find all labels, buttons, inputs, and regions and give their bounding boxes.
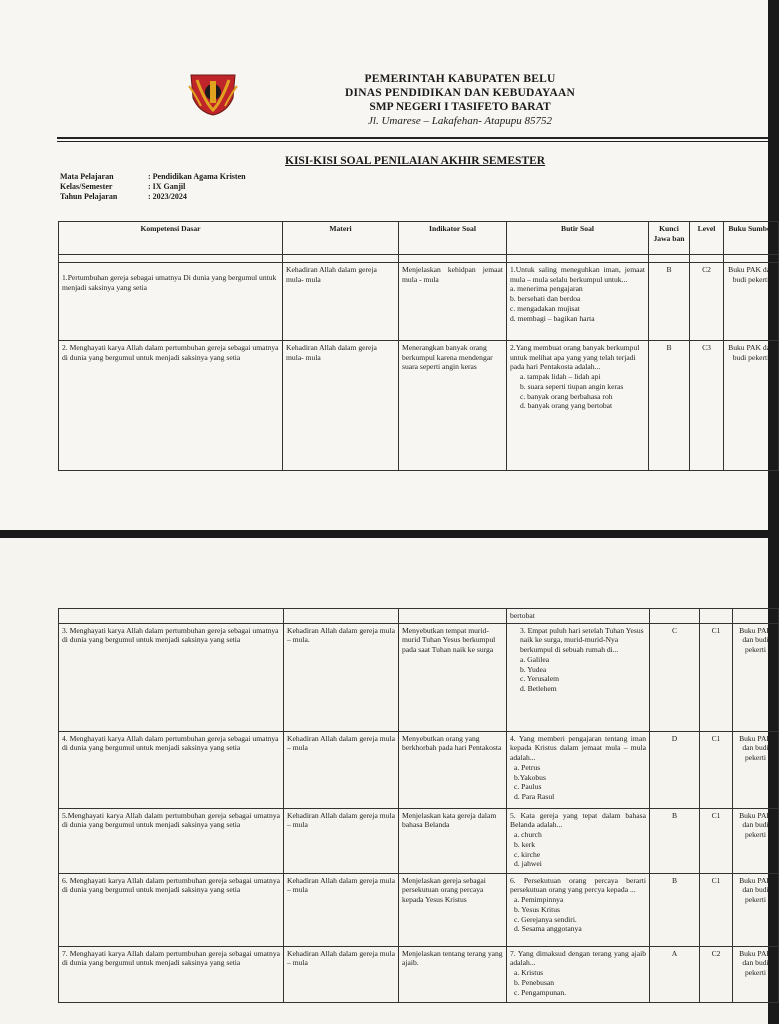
answer-option: a. Galilea (520, 654, 550, 664)
answer-option: a. tampak lidah – lidah api (520, 372, 601, 382)
answer-option: c. mengadakan mujisat (510, 303, 580, 313)
meta-value-class: : IX Ganjil (148, 182, 186, 191)
answer-option: d. Sesama anggotanya (514, 924, 582, 934)
answer-option: d. Betlehem (520, 684, 557, 694)
kunci-cell: C (650, 623, 700, 731)
header-government: PEMERINTAH KABUPATEN BELU (364, 73, 556, 85)
meta-label-class: Kelas/Semester (60, 182, 113, 191)
question-text: 1.Untuk saling meneguhkan iman, jemaat mula – mula selalu berkumpul untuk... (510, 265, 645, 284)
materi-cell: Kehadiran Allah dalam gereja mula – mula (284, 946, 399, 1002)
meta-value-subject: : Pendidikan Agama Kristen (148, 172, 246, 181)
indikator-cell: Menjelaskan kehidpan jemaat mula - mula (399, 263, 507, 341)
level-cell: C2 (700, 946, 733, 1002)
level-cell: C3 (690, 341, 724, 471)
buku-cell: Buku PAK dan budi pekerti (733, 623, 779, 731)
answer-option: b. suara seperti tiupan angin keras (520, 381, 624, 391)
table-row (59, 341, 779, 471)
question-text: 4. Yang memberi pengajaran tentang iman kepada Kristus dalam jemaat mula – mula adalah... (510, 733, 646, 763)
meta-label-year: Tahun Pelajaran (60, 192, 118, 201)
meta-label-subject: Mata Pelajaran (60, 172, 114, 181)
header-divider (57, 137, 768, 139)
answer-option: b. Penebusan (514, 977, 555, 987)
question-text: 2.Yang membuat orang banyak berkumpul untuk melihat apa yang yang telah terjadi pada hari Pentakosta adalah... (510, 343, 640, 372)
answer-option: b. kerk (514, 839, 536, 849)
kunci-cell: B (650, 873, 700, 946)
kd-cell: 5.Menghayati karya Allah dalam pertumbuhan gereja sebagai umatnya di dunia yang bergumul untuk menjadi saksinya yang setia (59, 808, 284, 873)
indikator-cell: Menyebutkan tempat murid-murid Tuhan Yesus berkumpul pada saat Tuhan naik ke surga (399, 623, 507, 731)
buku-cell: Buku PAK dan budi pekerti (733, 946, 779, 1002)
butir-cell (507, 341, 649, 471)
materi-cell: Kehadiran Allah dalam gereja mula – mula (284, 731, 399, 808)
level-cell: C1 (700, 873, 733, 946)
col-header-kd: Kompetensi Dasar (59, 222, 283, 255)
kunci-cell: D (650, 731, 700, 808)
buku-cell: Buku PAK dan budi pekerti (733, 873, 779, 946)
document-title: KISI-KISI SOAL PENILAIAN AKHIR SEMESTER (285, 155, 546, 167)
materi-cell: Kehadiran Allah dalam gereja mula- mula (283, 341, 399, 471)
page-sheet-2 (0, 538, 772, 1024)
answer-option: b. Yudea (520, 664, 547, 674)
question-text: 3. Empat puluh hari setelah Tuhan Yesus naik ke surga, murid-murid-Nya berkumpul di sebuah rumah di... (520, 625, 644, 655)
blueprint-table-page-2 (58, 608, 779, 1003)
kunci-cell: B (650, 808, 700, 873)
table-row-continuation (59, 609, 779, 624)
col-header-indikator: Indikator Soal (399, 222, 507, 255)
buku-cell: Buku PAK dan budi pekerti (724, 341, 779, 471)
materi-cell: Kehadiran Allah dalam gereja mula – mula (284, 873, 399, 946)
meta-value-year: : 2023/2024 (148, 192, 187, 201)
butir-cell (507, 263, 649, 341)
indikator-cell: Menerangkan banyak orang berkumpul karena mendengar suara seperti angin keras (399, 341, 507, 471)
answer-option: c. Gerejanya sendiri. (514, 914, 577, 924)
answer-option: a. Petrus (514, 762, 541, 772)
answer-option: a. Kristus (514, 968, 544, 978)
level-cell: C1 (700, 731, 733, 808)
regency-emblem-logo (187, 72, 239, 116)
col-header-materi: Materi (283, 222, 399, 255)
answer-option: b. Yesus Kritus (514, 904, 560, 914)
col-header-butir: Butir Soal (507, 222, 649, 255)
table-row (59, 808, 779, 873)
kunci-cell: B (649, 263, 690, 341)
table-row (59, 263, 779, 341)
indikator-cell: Menyebutkan orang yang berkhorbah pada hari Pentakosta (399, 731, 507, 808)
col-header-buku: Buku Sumber (724, 222, 779, 255)
answer-option: c. banyak orang berbahasa roh (520, 391, 613, 401)
answer-option: b. bersehati dan berdoa (510, 294, 581, 304)
answer-option: c. kirche (514, 849, 541, 859)
table-header-row (59, 222, 779, 255)
butir-cell (507, 873, 650, 946)
level-cell: C2 (690, 263, 724, 341)
butir-cell (507, 731, 650, 808)
table-row (59, 623, 779, 731)
butir-cell (507, 946, 650, 1002)
indikator-cell: Menjelaskan kata gereja dalam bahasa Belanda (399, 808, 507, 873)
kd-cell: 2. Menghayati karya Allah dalam pertumbuhan gereja sebagai umatnya di dunia yang bergumul untuk menjadi saksinya yang setia (59, 341, 283, 471)
kd-cell: 4. Menghayati karya Allah dalam pertumbuhan gereja sebagai umatnya di dunia yang bergumul untuk menjadi saksinya yang setia (59, 731, 284, 808)
kd-cell: 7. Menghayati karya Allah dalam pertumbuhan gereja sebagai umatnya di dunia yang bergumul untuk menjadi saksinya yang setia (59, 946, 284, 1002)
answer-option: a. Pemimpinnya (514, 895, 564, 905)
indikator-cell: Menjelaskan gereja sebagai persekutuan orang percaya kepada Yesus Kristus (399, 873, 507, 946)
table-row (59, 946, 779, 1002)
header-divider-thin (57, 141, 768, 142)
indikator-cell: Menjelaskan tentang terang yang ajaib. (399, 946, 507, 1002)
kunci-cell: B (649, 341, 690, 471)
table-row (59, 731, 779, 808)
answer-option: d. jahwei (514, 859, 542, 869)
answer-option: a. church (514, 830, 542, 840)
question-text: 6. Persekutuan orang percaya berarti persekutuan orang yang percya kepada ... (510, 875, 646, 895)
buku-cell: Buku PAK dan budi pekerti (724, 263, 779, 341)
answer-option: c. Paulus (514, 782, 542, 792)
buku-cell: Buku PAK dan budi pekerti (733, 731, 779, 808)
question-text: 5. Kata gereja yang tepat dalam bahasa Belanda adalah... (510, 810, 646, 830)
level-cell: C1 (700, 808, 733, 873)
butir-cell (507, 623, 650, 731)
answer-option: d. Para Rasul (514, 792, 555, 802)
answer-option: c. Yerusalem (520, 674, 560, 684)
answer-option: c. Pengampunan. (514, 987, 567, 997)
table-row (59, 873, 779, 946)
question-text: 7. Yang dimaksud dengan terang yang ajaib adalah... (510, 948, 646, 968)
header-school: SMP NEGERI I TASIFETO BARAT (369, 101, 551, 113)
continued-text: bertobat (507, 609, 650, 624)
blueprint-table-page-1 (58, 221, 779, 471)
kunci-cell: A (650, 946, 700, 1002)
header-department: DINAS PENDIDIKAN DAN KEBUDAYAAN (345, 87, 575, 99)
kd-cell: 1.Pertumbuhan gereja sebagai umatnya Di dunia yang bergumul untuk menjadi saksinya yang setia (59, 263, 283, 341)
header-address: Jl. Umarese – Lakafehan- Atapupu 85752 (368, 115, 552, 127)
col-header-level: Level (690, 222, 724, 255)
answer-option: b.Yakobus (514, 772, 546, 782)
buku-cell: Buku PAK dan budi pekerti (733, 808, 779, 873)
materi-cell: Kehadiran Allah dalam gereja mula – mula. (284, 623, 399, 731)
materi-cell: Kehadiran Allah dalam gereja mula – mula (284, 808, 399, 873)
col-header-kunci: Kunci Jawa ban (649, 222, 690, 255)
answer-option: a. menerima pengajaran (510, 284, 583, 294)
kd-cell: 3. Menghayati karya Allah dalam pertumbuhan gereja sebagai umatnya di dunia yang bergumul untuk menjadi saksinya yang setia (59, 623, 284, 731)
materi-cell: Kehadiran Allah dalam gereja mula- mula (283, 263, 399, 341)
butir-cell (507, 808, 650, 873)
level-cell: C1 (700, 623, 733, 731)
answer-option: d. banyak orang yang bertobat (520, 401, 613, 411)
kd-cell: 6. Menghayati karya Allah dalam pertumbuhan gereja sebagai umatnya di dunia yang bergumul untuk menjadi saksinya yang setia (59, 873, 284, 946)
answer-option: d. membagi – bagikan harta (510, 313, 595, 323)
